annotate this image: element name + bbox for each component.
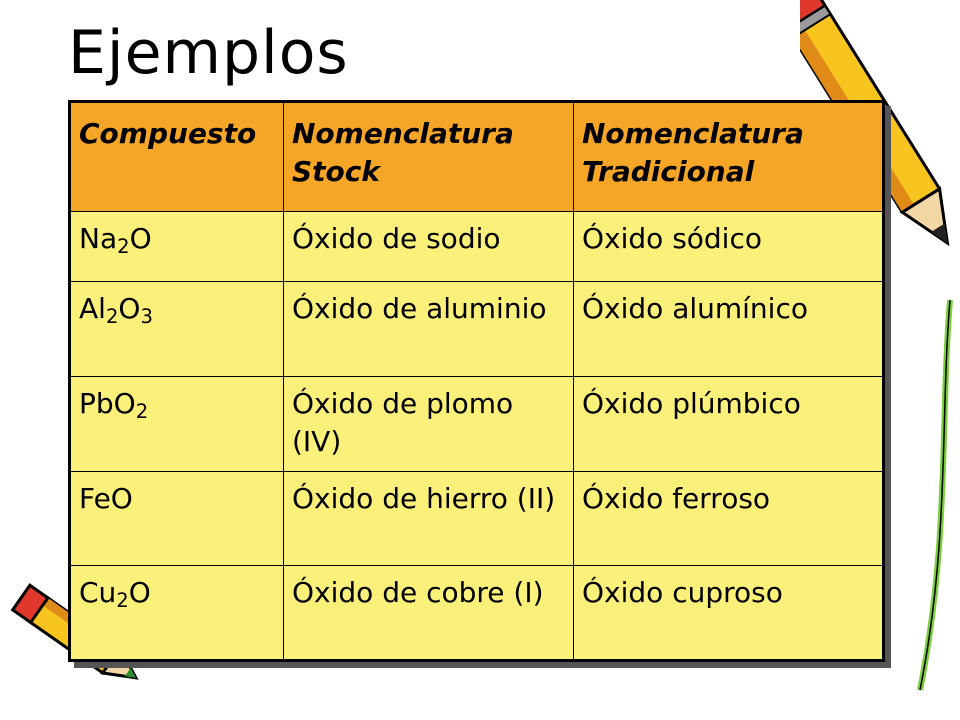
- table-header-row: [70, 102, 884, 212]
- stock-name-cell: Óxido de aluminio: [284, 282, 574, 377]
- table-row: [70, 282, 884, 377]
- formula-cell: $Cu_2O$: [70, 566, 284, 661]
- formula-subscript: 2: [105, 305, 119, 329]
- table-row: [70, 377, 884, 472]
- stock-name-cell: Óxido de cobre (I): [284, 566, 574, 661]
- formula-cell: FeO: [70, 471, 284, 566]
- traditional-name-cell: Óxido alumínico: [574, 282, 884, 377]
- traditional-name-cell: Óxido plúmbico: [574, 377, 884, 472]
- header-compound: Compuesto: [70, 102, 284, 212]
- formula-cell: $Al_2O_3$: [70, 282, 284, 377]
- table-row: [70, 212, 884, 282]
- stock-name-cell: Óxido de sodio: [284, 212, 574, 282]
- stock-name-cell: Óxido de plomo (IV): [284, 377, 574, 472]
- traditional-name-cell: Óxido sódico: [574, 212, 884, 282]
- header-traditional: Nomenclatura Tradicional: [574, 102, 884, 212]
- oxide-nomenclature-table: [68, 100, 885, 662]
- formula-subscript: 3: [140, 305, 153, 329]
- stock-name-cell: Óxido de hierro (II): [284, 471, 574, 566]
- formula-cell: PbO$_2$: [70, 377, 284, 472]
- table-row: [70, 471, 884, 566]
- formula-subscript: 2: [135, 399, 149, 423]
- traditional-name-cell: Óxido ferroso: [574, 471, 884, 566]
- traditional-name-cell: Óxido cuproso: [574, 566, 884, 661]
- formula-subscript: 2: [116, 589, 129, 613]
- table-row: [70, 566, 884, 661]
- header-stock: Nomenclatura Stock: [284, 102, 574, 212]
- formula-cell: $Na_2O$: [70, 212, 284, 282]
- formula-subscript: 2: [117, 234, 130, 258]
- slide-title: Ejemplos: [68, 18, 349, 88]
